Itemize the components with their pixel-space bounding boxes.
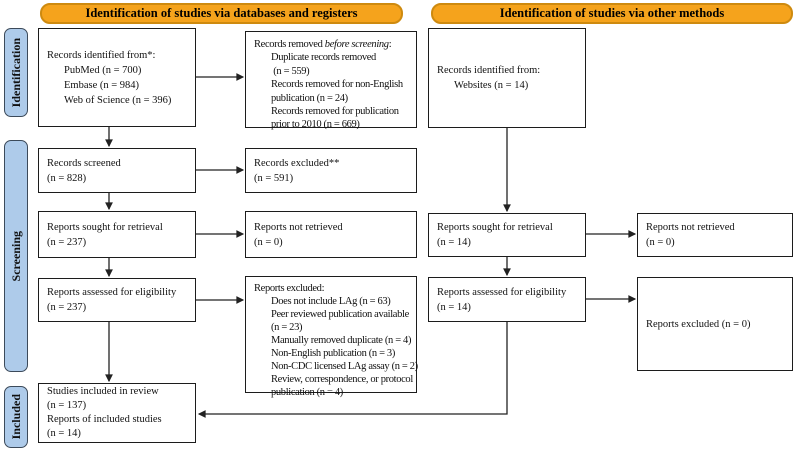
- box-records-removed-before-screening: [245, 31, 417, 131]
- box-line: Reports assessed for eligibility: [437, 286, 567, 298]
- box-reports-excluded-databases: [245, 276, 418, 398]
- header-databases-registers: [40, 3, 403, 24]
- box-line: Review, correspondence, or protocol: [271, 374, 413, 385]
- box-line: Records removed before screening:: [254, 39, 392, 50]
- stage-screening-label: Screening: [8, 230, 23, 282]
- box-records-screened: [38, 148, 196, 193]
- box-line: Records removed for publication: [271, 106, 399, 118]
- box-line: Non-English publication (n = 3): [271, 348, 395, 359]
- box-studies-included: [38, 383, 196, 443]
- box-line: Websites (n = 14): [454, 80, 529, 91]
- box-line: Reports of included studies: [47, 414, 162, 425]
- box-reports-assessed-other: [428, 277, 586, 322]
- box-records-identified-other: [428, 28, 586, 128]
- box-line: (n = 14): [47, 428, 81, 439]
- box-line: (n = 14): [437, 301, 471, 313]
- box-line: Records identified from:: [437, 65, 541, 76]
- box-reports-assessed-databases: [38, 278, 196, 322]
- box-line: (n = 23): [271, 322, 303, 333]
- box-records-identified-databases: [38, 28, 196, 127]
- box-line: publication (n = 4): [271, 387, 343, 398]
- box-line: Reports excluded:: [254, 283, 325, 294]
- box-line: Reports not retrieved: [254, 221, 343, 233]
- box-line: Web of Science (n = 396): [64, 94, 172, 106]
- box-line: Reports not retrieved: [646, 222, 735, 233]
- box-line: Duplicate records removed: [271, 52, 376, 64]
- box-line: (n = 591): [254, 172, 294, 184]
- stage-identification: [4, 28, 28, 117]
- box-reports-sought-databases: [38, 211, 196, 258]
- header-databases-label: Identification of studies via databases and registers: [85, 6, 358, 20]
- box-line: Embase (n = 984): [64, 79, 140, 91]
- box-line: (n = 237): [47, 302, 87, 313]
- header-other-methods: [431, 3, 793, 24]
- box-reports-not-retrieved-other: [637, 213, 793, 257]
- box-reports-not-retrieved-databases: [245, 211, 417, 258]
- stage-identification-label: Identification: [8, 37, 23, 108]
- box-line: Records removed for non-English: [271, 79, 403, 91]
- box-line: Studies included in review: [47, 386, 159, 397]
- stage-included: [4, 386, 28, 448]
- box-line: (n = 137): [47, 400, 87, 411]
- stage-included-label: Included: [8, 394, 23, 440]
- box-line: (n = 14): [437, 237, 471, 248]
- stage-screening: [4, 140, 28, 372]
- box-line: Peer reviewed publication available: [271, 309, 409, 320]
- box-reports-sought-other: [428, 213, 586, 257]
- box-line: Reports sought for retrieval: [437, 222, 553, 233]
- box-line: Records identified from*:: [47, 49, 156, 61]
- box-line: publication (n = 24): [271, 92, 348, 104]
- box-line: Reports assessed for eligibility: [47, 287, 177, 298]
- box-line: Records excluded**: [254, 157, 340, 169]
- box-line: Records screened: [47, 157, 121, 169]
- box-line: (n = 828): [47, 172, 87, 184]
- box-line: Manually removed duplicate (n = 4): [271, 335, 412, 346]
- box-line: (n = 0): [254, 236, 283, 248]
- box-line: Does not include LAg (n = 63): [271, 296, 391, 307]
- header-other-label: Identification of studies via other methods: [499, 6, 725, 20]
- box-line: prior to 2010 (n = 669): [271, 119, 360, 131]
- box-line: PubMed (n = 700): [64, 64, 142, 76]
- box-line: Non-CDC licensed LAg assay (n = 2): [271, 361, 418, 372]
- box-records-excluded: [245, 148, 417, 193]
- box-line: Reports sought for retrieval: [47, 221, 163, 233]
- box-reports-excluded-other: [637, 277, 793, 371]
- box-line: (n = 559): [271, 65, 310, 77]
- box-line: Reports excluded (n = 0): [646, 318, 751, 330]
- box-line: (n = 0): [646, 237, 675, 248]
- box-line: (n = 237): [47, 236, 87, 248]
